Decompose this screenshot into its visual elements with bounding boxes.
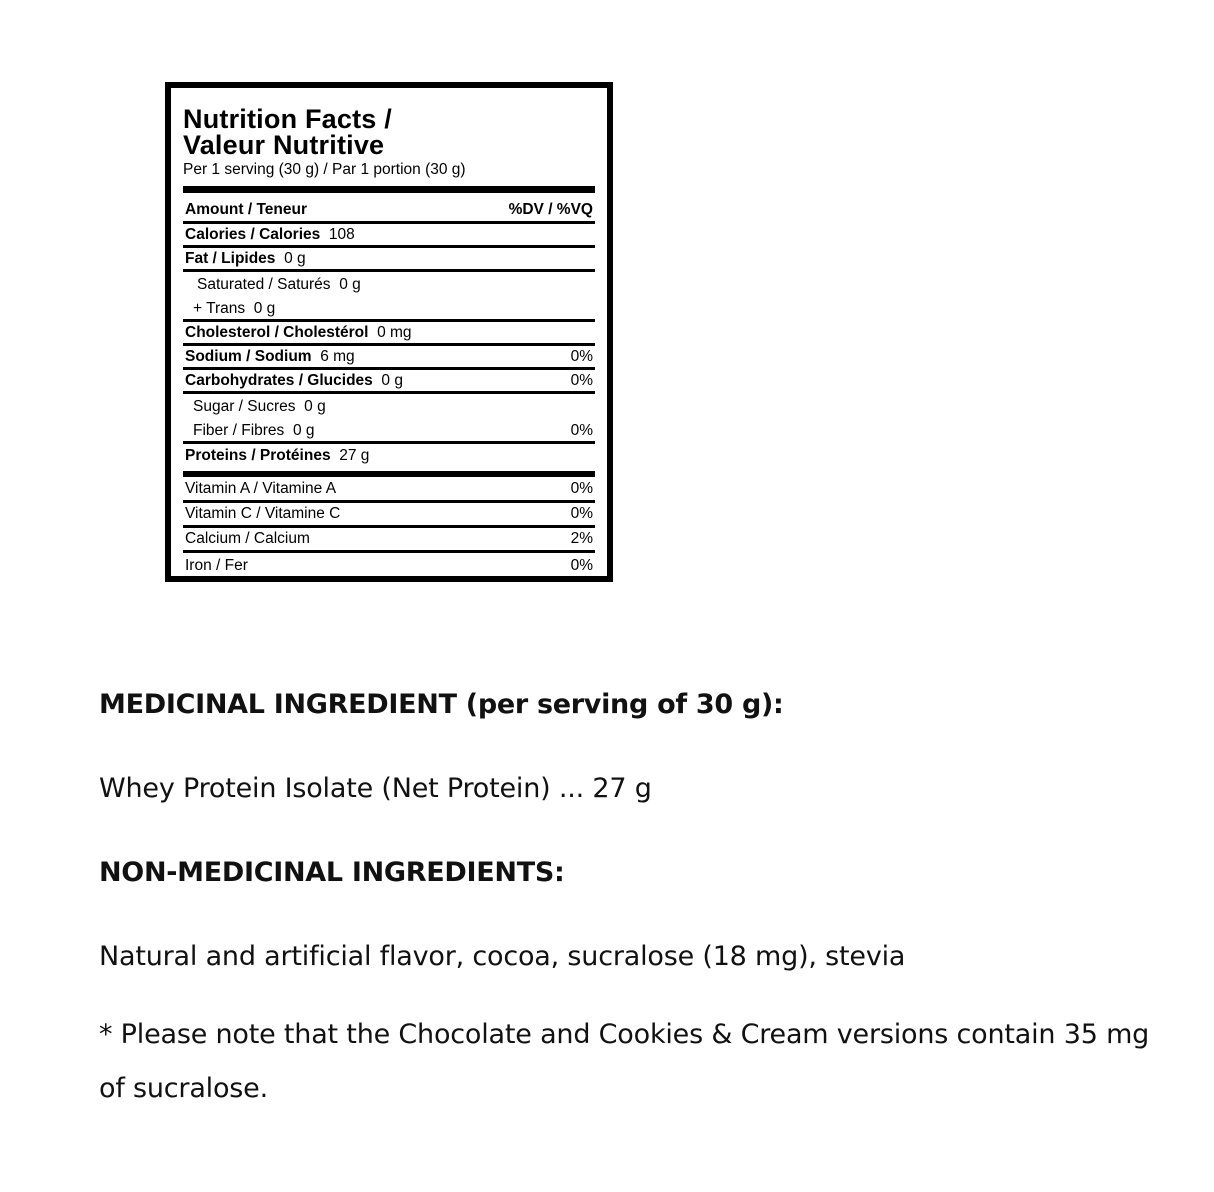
nutrient-row-fiber <box>183 420 595 444</box>
amount-header-row <box>183 199 595 224</box>
nutrient-row-carbohydrates <box>183 370 595 394</box>
nutrition-facts-label <box>165 82 613 582</box>
vitamin-name: Iron / Fer <box>185 556 248 574</box>
thick-divider <box>183 471 595 477</box>
title-line-1: Nutrition Facts / <box>183 104 392 134</box>
nutrition-title <box>183 106 595 158</box>
vitamin-row <box>183 528 595 553</box>
nutrient-name: Cholesterol / Cholestérol <box>185 323 369 341</box>
nutrient-row-sugar <box>183 394 595 420</box>
vitamin-dv: 2% <box>570 530 593 547</box>
nutrient-amount: 0 g <box>304 398 326 415</box>
medicinal-heading: MEDICINAL INGREDIENT (per serving of 30 g): <box>99 689 784 720</box>
vitamin-row <box>183 478 595 503</box>
vitamin-name: Vitamin A / Vitamine A <box>185 480 337 497</box>
vitamin-dv: 0% <box>570 556 593 574</box>
thick-divider <box>183 186 595 193</box>
vitamin-name: Calcium / Calcium <box>185 530 310 547</box>
medicinal-text: Whey Protein Isolate (Net Protein) ... 27 g <box>99 773 652 804</box>
nutrient-row-proteins <box>183 444 595 468</box>
vitamin-name: Vitamin C / Vitamine C <box>185 505 341 522</box>
non-medicinal-heading: NON-MEDICINAL INGREDIENTS: <box>99 857 565 888</box>
nutrient-amount: 0 g <box>381 371 403 389</box>
title-line-2: Valeur Nutritive <box>183 130 385 160</box>
nutrient-name: Sodium / Sodium <box>185 347 312 365</box>
vitamin-row <box>183 553 595 578</box>
nutrient-dv: 0% <box>570 347 593 365</box>
nutrient-name: Fat / Lipides <box>185 249 276 267</box>
nutrient-row-cholesterol <box>183 322 595 346</box>
nutrient-amount: 108 <box>328 225 355 243</box>
nutrient-row-sodium <box>183 346 595 370</box>
nutrient-amount: 0 g <box>253 299 276 317</box>
serving-size: Per 1 serving (30 g) / Par 1 portion (30 g) <box>183 161 466 178</box>
nutrient-amount: 0 g <box>284 249 306 267</box>
vitamin-dv: 0% <box>570 480 593 497</box>
nutrient-name: Sugar / Sucres <box>193 398 296 415</box>
sucralose-note: * Please note that the Chocolate and Cookies & Cream versions contain 35 mg of sucralose. <box>99 1019 1150 1104</box>
nutrient-name: Saturated / Saturés <box>197 276 331 293</box>
vitamin-row <box>183 503 595 528</box>
nutrient-dv: 0% <box>570 371 593 389</box>
nutrient-amount: 0 g <box>339 276 361 293</box>
nutrient-name: Fiber / Fibres <box>193 421 285 439</box>
nutrient-row-saturated <box>183 272 595 298</box>
nutrient-amount: 0 mg <box>377 323 412 341</box>
ingredients-section <box>99 685 1179 1116</box>
nutrient-name: + Trans <box>193 299 246 317</box>
nutrient-dv: 0% <box>570 421 593 439</box>
nutrient-amount: 27 g <box>339 447 370 464</box>
nutrient-row-trans <box>183 298 595 322</box>
nutrient-name: Carbohydrates / Glucides <box>185 371 373 389</box>
vitamin-dv: 0% <box>570 505 593 522</box>
nutrient-name: Proteins / Protéines <box>185 447 331 464</box>
nutrient-name: Calories / Calories <box>185 225 321 243</box>
dv-header: %DV / %VQ <box>508 201 593 218</box>
non-medicinal-text: Natural and artificial flavor, cocoa, sucralose (18 mg), stevia <box>99 941 906 972</box>
nutrient-amount: 0 g <box>292 421 315 439</box>
nutrient-amount: 6 mg <box>320 347 355 365</box>
nutrient-row-fat <box>183 248 595 272</box>
amount-header: Amount / Teneur <box>185 201 307 218</box>
nutrient-row-calories <box>183 224 595 248</box>
